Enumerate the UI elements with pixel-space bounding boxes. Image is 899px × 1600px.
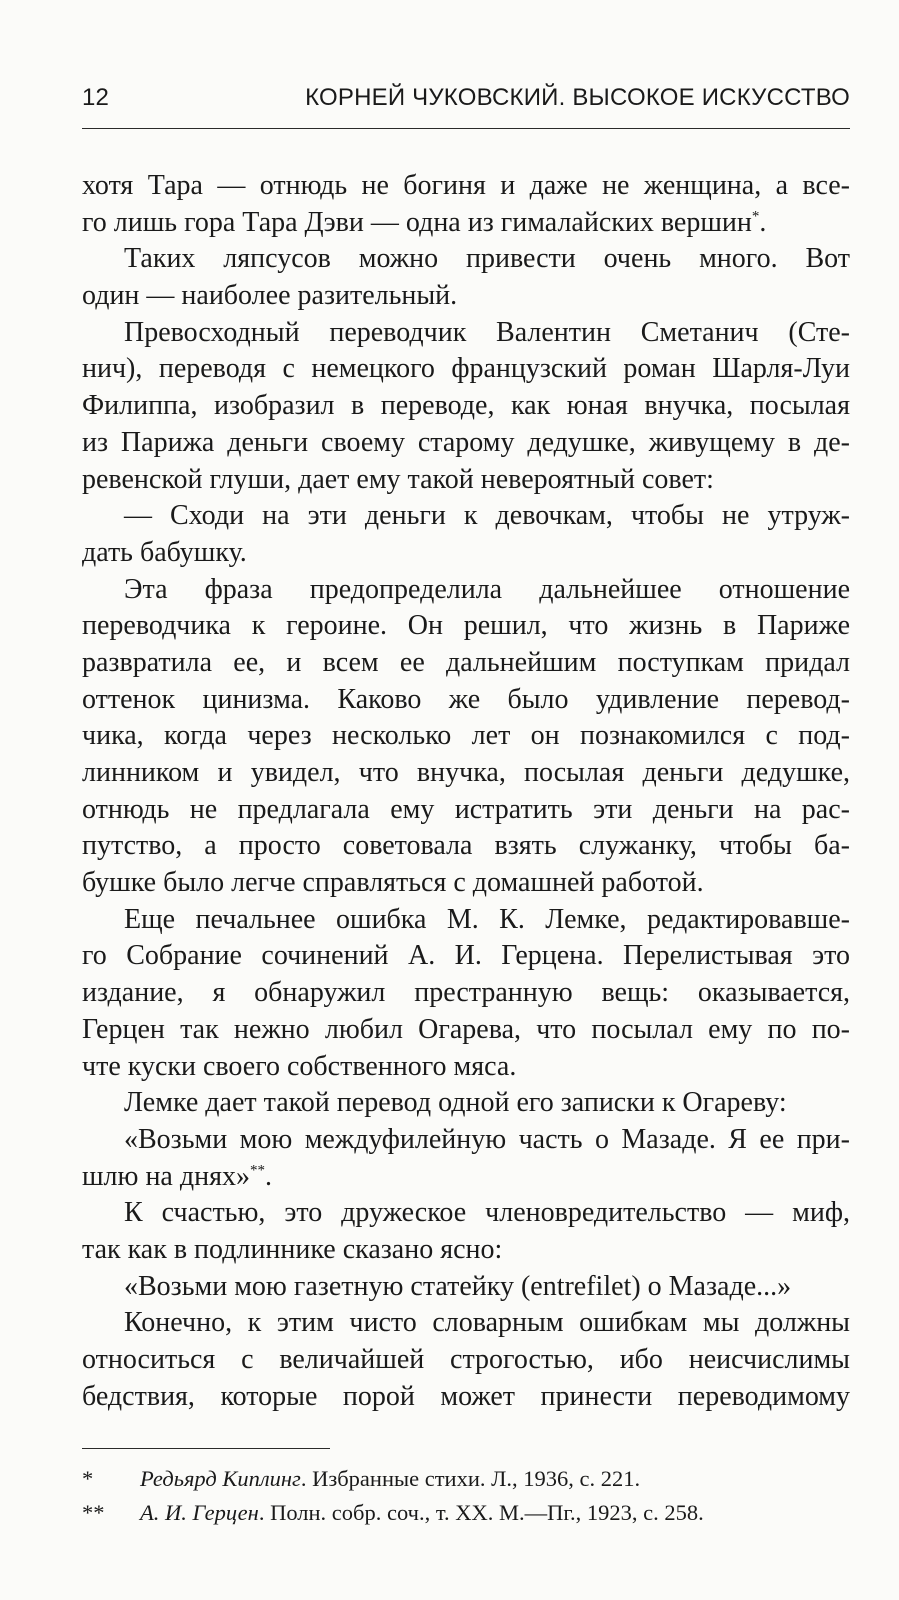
text-line: чте куски своего собственного мяса.: [82, 1050, 517, 1082]
footnote-text: . Избранные стихи. Л., 1936, с. 221.: [300, 1466, 641, 1491]
footnote-mark: *: [82, 1466, 94, 1491]
footnote-ref: **: [249, 1162, 265, 1179]
page-header: [82, 78, 850, 118]
text-line: Герцен так нежно любил Огарева, что посылал ему по по-: [82, 1013, 850, 1045]
footnote-author: А. И. Герцен: [140, 1500, 259, 1525]
text-line: Таких ляпсусов можно привести очень много. Вот: [124, 243, 850, 275]
header-divider: [82, 128, 850, 129]
text-line: относиться с величайшей строгостью, ибо неисчислимы: [82, 1344, 850, 1375]
text-line: Лемке дает такой перевод одной его записки к Огареву:: [124, 1087, 787, 1119]
text-line: оттенок цинизма. Каково же было удивление перевод-: [82, 683, 850, 715]
text-line: Конечно, к этим чисто словарным ошибкам мы должны: [124, 1307, 850, 1339]
text-line: хотя Тара — отнюдь не богиня и даже не женщина, а все-: [82, 170, 850, 201]
text-line: бедствия, которые порой может принести переводимому: [82, 1380, 850, 1412]
running-title: КОРНЕЙ ЧУКОВСКИЙ. ВЫСОКОЕ ИСКУССТВО: [305, 84, 850, 111]
text-line: ревенской глуши, дает ему такой невероятный совет:: [82, 463, 714, 495]
text-line: Эта фраза предопределила дальнейшее отношение: [124, 573, 850, 605]
text-line: Филиппа, изобразил в переводе, как юная внучка, посылая: [82, 390, 850, 422]
text-line: Еще печальнее ошибка М. К. Лемке, редактировавше-: [124, 903, 850, 935]
text-line: дать бабушку.: [82, 536, 247, 568]
text-line: развратила ее, и всем ее дальнейшим поступкам придал: [82, 646, 850, 678]
footnote-mark: **: [82, 1500, 105, 1525]
text-line: путство, а просто советовала взять служанку, чтобы ба-: [82, 830, 850, 862]
footnote-body: [140, 1496, 704, 1530]
footnote: [82, 1462, 850, 1496]
text-line: шлю на днях»**.: [82, 1160, 272, 1192]
page-number: 12: [82, 84, 110, 111]
footnote-text: . Полн. собр. соч., т. XX. М.—Пг., 1923, с. 258.: [258, 1500, 704, 1525]
footnotes: [82, 1462, 850, 1530]
text-line: го Собрание сочинений А. И. Герцена. Перелистывая это: [82, 940, 850, 972]
footnote: [82, 1496, 850, 1530]
footnote-body: [140, 1462, 640, 1496]
text-line-content: го лишь гора Тара Дэви — одна из гималайских вершин: [82, 206, 752, 238]
text-line: один — наиболее разительный.: [82, 280, 458, 312]
text-line: из Парижа деньги своему старому дедушке, живущему в де-: [82, 426, 850, 458]
footnote-divider: [82, 1448, 330, 1449]
text-line: издание, я обнаружил престранную вещь: оказывается,: [82, 977, 850, 1009]
text-line: «Возьми мою газетную статейку (entrefilet) о Мазаде...»: [124, 1270, 792, 1302]
text-line: К счастью, это дружеское членовредительство — миф,: [124, 1197, 850, 1229]
body-text: [82, 168, 850, 1415]
text-line: переводчика к героине. Он решил, что жизнь в Париже: [82, 610, 850, 642]
footnote-ref: *: [751, 208, 760, 225]
text-line: так как в подлиннике сказано ясно:: [82, 1233, 503, 1265]
text-line: «Возьми мою междуфилейную часть о Мазаде. Я ее при-: [124, 1123, 850, 1155]
text-line-content: шлю на днях»: [82, 1160, 250, 1192]
text-line: бушке было легче справляться с домашней работой.: [82, 867, 704, 899]
text-line: — Сходи на эти деньги к девочкам, чтобы не утруж-: [124, 500, 850, 532]
text-line: нич), переводя с немецкого французский роман Шарля-Луи: [82, 353, 850, 385]
text-line: линником и увидел, что внучка, посылая деньги дедушке,: [82, 757, 850, 788]
text-line: го лишь гора Тара Дэви — одна из гималайских вершин*.: [82, 206, 767, 238]
text-line: отнюдь не предлагала ему истратить эти деньги на рас-: [82, 793, 850, 825]
text-line: чика, когда через несколько лет он познакомился с под-: [82, 720, 850, 752]
footnote-author: Редьярд Киплинг: [140, 1466, 301, 1491]
text-line: Превосходный переводчик Валентин Сметанич (Сте-: [124, 316, 850, 348]
